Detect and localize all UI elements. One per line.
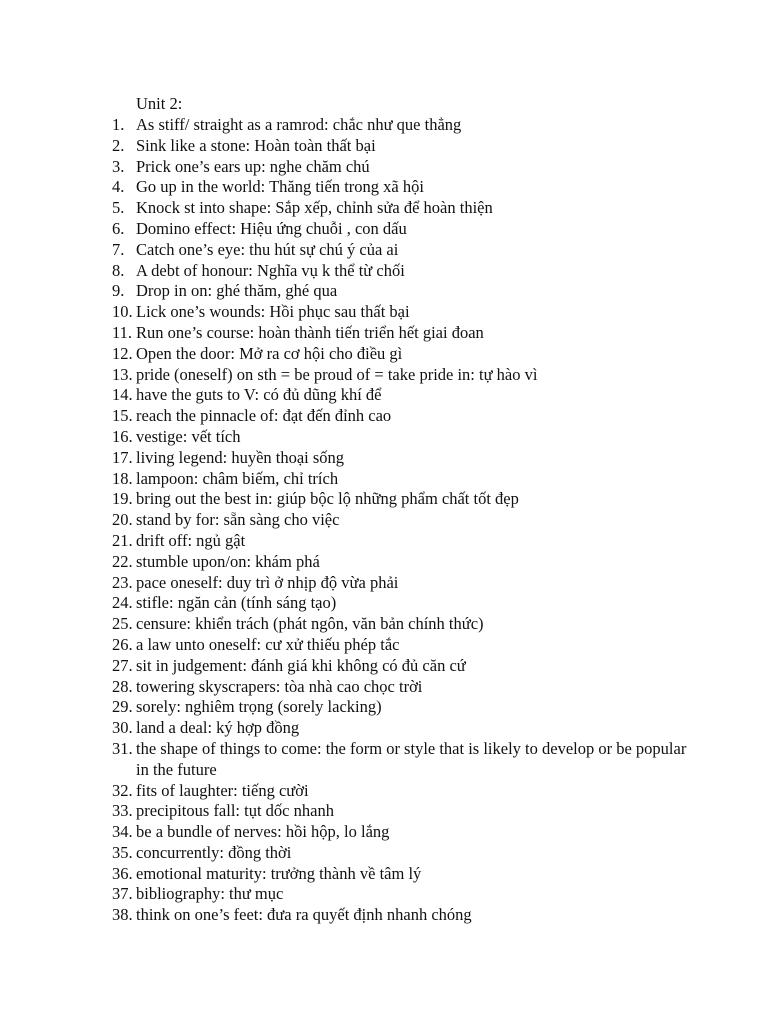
list-item-text: concurrently: đồng thời bbox=[136, 842, 292, 862]
list-item-number: 20. bbox=[112, 510, 133, 530]
list-item-number: 37. bbox=[112, 884, 133, 904]
list-item bbox=[112, 781, 702, 802]
list-item bbox=[112, 864, 702, 885]
list-item bbox=[112, 697, 702, 718]
list-item bbox=[112, 905, 702, 926]
list-item bbox=[112, 344, 702, 365]
list-item-text: Domino effect: Hiệu ứng chuỗi , con dấu bbox=[136, 218, 407, 238]
list-item-text: Go up in the world: Thăng tiến trong xã hội bbox=[136, 177, 424, 197]
list-item-number: 38. bbox=[112, 905, 133, 925]
list-item-text: towering skyscrapers: tòa nhà cao chọc trời bbox=[136, 676, 423, 696]
list-item-number: 36. bbox=[112, 863, 133, 883]
list-item-number: 27. bbox=[112, 655, 133, 675]
list-item-number: 1. bbox=[112, 115, 125, 134]
list-item-text: Lick one’s wounds: Hồi phục sau thất bại bbox=[136, 302, 410, 322]
list-item bbox=[112, 177, 702, 198]
list-item-number: 5. bbox=[112, 198, 125, 218]
list-item bbox=[112, 510, 702, 531]
list-item-number: 2. bbox=[112, 135, 125, 155]
list-item bbox=[112, 531, 702, 552]
list-item-text: sorely: nghiêm trọng (sorely lacking) bbox=[136, 697, 382, 717]
list-item-text: fits of laughter: tiếng cười bbox=[136, 780, 309, 800]
list-item-number: 7. bbox=[112, 239, 125, 259]
list-item bbox=[112, 406, 702, 427]
list-item bbox=[112, 136, 702, 157]
list-item-text: drift off: ngủ gật bbox=[136, 530, 246, 550]
list-item-number: 8. bbox=[112, 260, 125, 280]
list-item-number: 33. bbox=[112, 801, 133, 821]
list-item bbox=[112, 448, 702, 469]
list-item-number: 10. bbox=[112, 302, 133, 322]
list-item-number: 24. bbox=[112, 593, 133, 613]
list-item bbox=[112, 240, 702, 261]
list-item bbox=[112, 115, 702, 136]
list-item bbox=[112, 323, 702, 344]
list-item bbox=[112, 884, 702, 905]
list-item-number: 28. bbox=[112, 676, 133, 696]
list-item-text: precipitous fall: tụt dốc nhanh bbox=[136, 801, 334, 821]
list-item bbox=[112, 302, 702, 323]
list-item-text: As stiff/ straight as a ramrod: chắc như que thẳng bbox=[136, 115, 462, 134]
list-item bbox=[112, 614, 702, 635]
list-item-number: 16. bbox=[112, 426, 133, 446]
list-item-text: stand by for: sẵn sàng cho việc bbox=[136, 510, 340, 530]
list-item-number: 26. bbox=[112, 634, 133, 654]
list-item-text: Run one’s course: hoàn thành tiến triển hết giai đoan bbox=[136, 322, 484, 342]
list-item-number: 30. bbox=[112, 718, 133, 738]
list-item-number: 13. bbox=[112, 364, 133, 384]
list-item bbox=[112, 489, 702, 510]
list-item-text: be a bundle of nerves: hồi hộp, lo lắng bbox=[136, 822, 390, 842]
list-item-number: 31. bbox=[112, 738, 133, 758]
list-item-text: bring out the best in: giúp bộc lộ những phẩm chất tốt đẹp bbox=[136, 489, 519, 509]
list-item bbox=[112, 843, 702, 864]
list-item-number: 9. bbox=[112, 281, 125, 301]
list-item-text: Sink like a stone: Hoàn toàn thất bại bbox=[136, 135, 376, 155]
list-item-text: living legend: huyền thoại sống bbox=[136, 447, 345, 467]
list-item-text: a law unto oneself: cư xử thiếu phép tắc bbox=[136, 634, 400, 654]
list-item bbox=[112, 801, 702, 822]
list-item-number: 23. bbox=[112, 572, 133, 592]
list-item-text: A debt of honour: Nghĩa vụ k thể từ chối bbox=[136, 260, 405, 280]
list-item-number: 29. bbox=[112, 697, 133, 717]
list-item-text: sit in judgement: đánh giá khi không có đủ căn cứ bbox=[136, 655, 466, 675]
unit-heading: Unit 2: bbox=[136, 94, 183, 113]
list-item-text: Drop in on: ghé thăm, ghé qua bbox=[136, 281, 338, 301]
list-item-number: 35. bbox=[112, 842, 133, 862]
vocabulary-list bbox=[112, 115, 702, 926]
list-item-number: 6. bbox=[112, 218, 125, 238]
list-item-text: Knock st into shape: Sắp xếp, chỉnh sửa để hoàn thiện bbox=[136, 198, 493, 218]
list-item-text: Open the door: Mở ra cơ hội cho điều gì bbox=[136, 343, 403, 363]
list-item-number: 17. bbox=[112, 447, 133, 467]
list-item bbox=[112, 593, 702, 614]
list-item bbox=[112, 469, 702, 490]
list-item-text: the shape of things to come: the form or style that is likely to develop or be popular in the future bbox=[136, 738, 687, 779]
list-item-text: pace oneself: duy trì ở nhịp độ vừa phải bbox=[136, 572, 399, 592]
list-item bbox=[112, 822, 702, 843]
list-item-number: 18. bbox=[112, 468, 133, 488]
list-item bbox=[112, 552, 702, 573]
list-item-number: 11. bbox=[112, 322, 133, 342]
list-item bbox=[112, 157, 702, 178]
list-item bbox=[112, 427, 702, 448]
list-item-text: censure: khiển trách (phát ngôn, văn bản chính thức) bbox=[136, 614, 484, 634]
list-item bbox=[112, 573, 702, 594]
list-item bbox=[112, 739, 702, 781]
list-item-number: 15. bbox=[112, 406, 133, 426]
list-item-number: 34. bbox=[112, 822, 133, 842]
list-item-text: emotional maturity: trưởng thành về tâm lý bbox=[136, 863, 422, 883]
list-item-text: have the guts to V: có đủ dũng khí để bbox=[136, 385, 382, 405]
list-item bbox=[112, 677, 702, 698]
list-item-number: 12. bbox=[112, 343, 133, 363]
list-item-number: 19. bbox=[112, 489, 133, 509]
list-item-number: 22. bbox=[112, 551, 133, 571]
list-item bbox=[112, 635, 702, 656]
list-item-text: bibliography: thư mục bbox=[136, 884, 284, 904]
list-item-text: lampoon: châm biếm, chỉ trích bbox=[136, 468, 339, 488]
list-item bbox=[112, 365, 702, 386]
list-item-number: 14. bbox=[112, 385, 133, 405]
list-item-text: reach the pinnacle of: đạt đến đỉnh cao bbox=[136, 406, 392, 426]
list-item bbox=[112, 219, 702, 240]
list-item-text: Catch one’s eye: thu hút sự chú ý của ai bbox=[136, 239, 399, 259]
list-item-text: stumble upon/on: khám phá bbox=[136, 551, 320, 571]
list-item bbox=[112, 656, 702, 677]
list-item-number: 3. bbox=[112, 156, 125, 176]
list-item-number: 32. bbox=[112, 780, 133, 800]
list-item-text: pride (oneself) on sth = be proud of = take pride in: tự hào vì bbox=[136, 364, 538, 384]
list-item bbox=[112, 718, 702, 739]
list-item-number: 4. bbox=[112, 177, 125, 197]
list-item-text: vestige: vết tích bbox=[136, 426, 241, 446]
list-item-text: land a deal: ký hợp đồng bbox=[136, 718, 300, 738]
list-item-text: Prick one’s ears up: nghe chăm chú bbox=[136, 156, 370, 176]
list-item bbox=[112, 281, 702, 302]
list-item-text: think on one’s feet: đưa ra quyết định nhanh chóng bbox=[136, 905, 472, 925]
list-item-text: stifle: ngăn cản (tính sáng tạo) bbox=[136, 593, 337, 613]
list-item bbox=[112, 198, 702, 219]
list-item bbox=[112, 261, 702, 282]
list-item-number: 25. bbox=[112, 614, 133, 634]
list-item-number: 21. bbox=[112, 530, 133, 550]
list-item bbox=[112, 385, 702, 406]
